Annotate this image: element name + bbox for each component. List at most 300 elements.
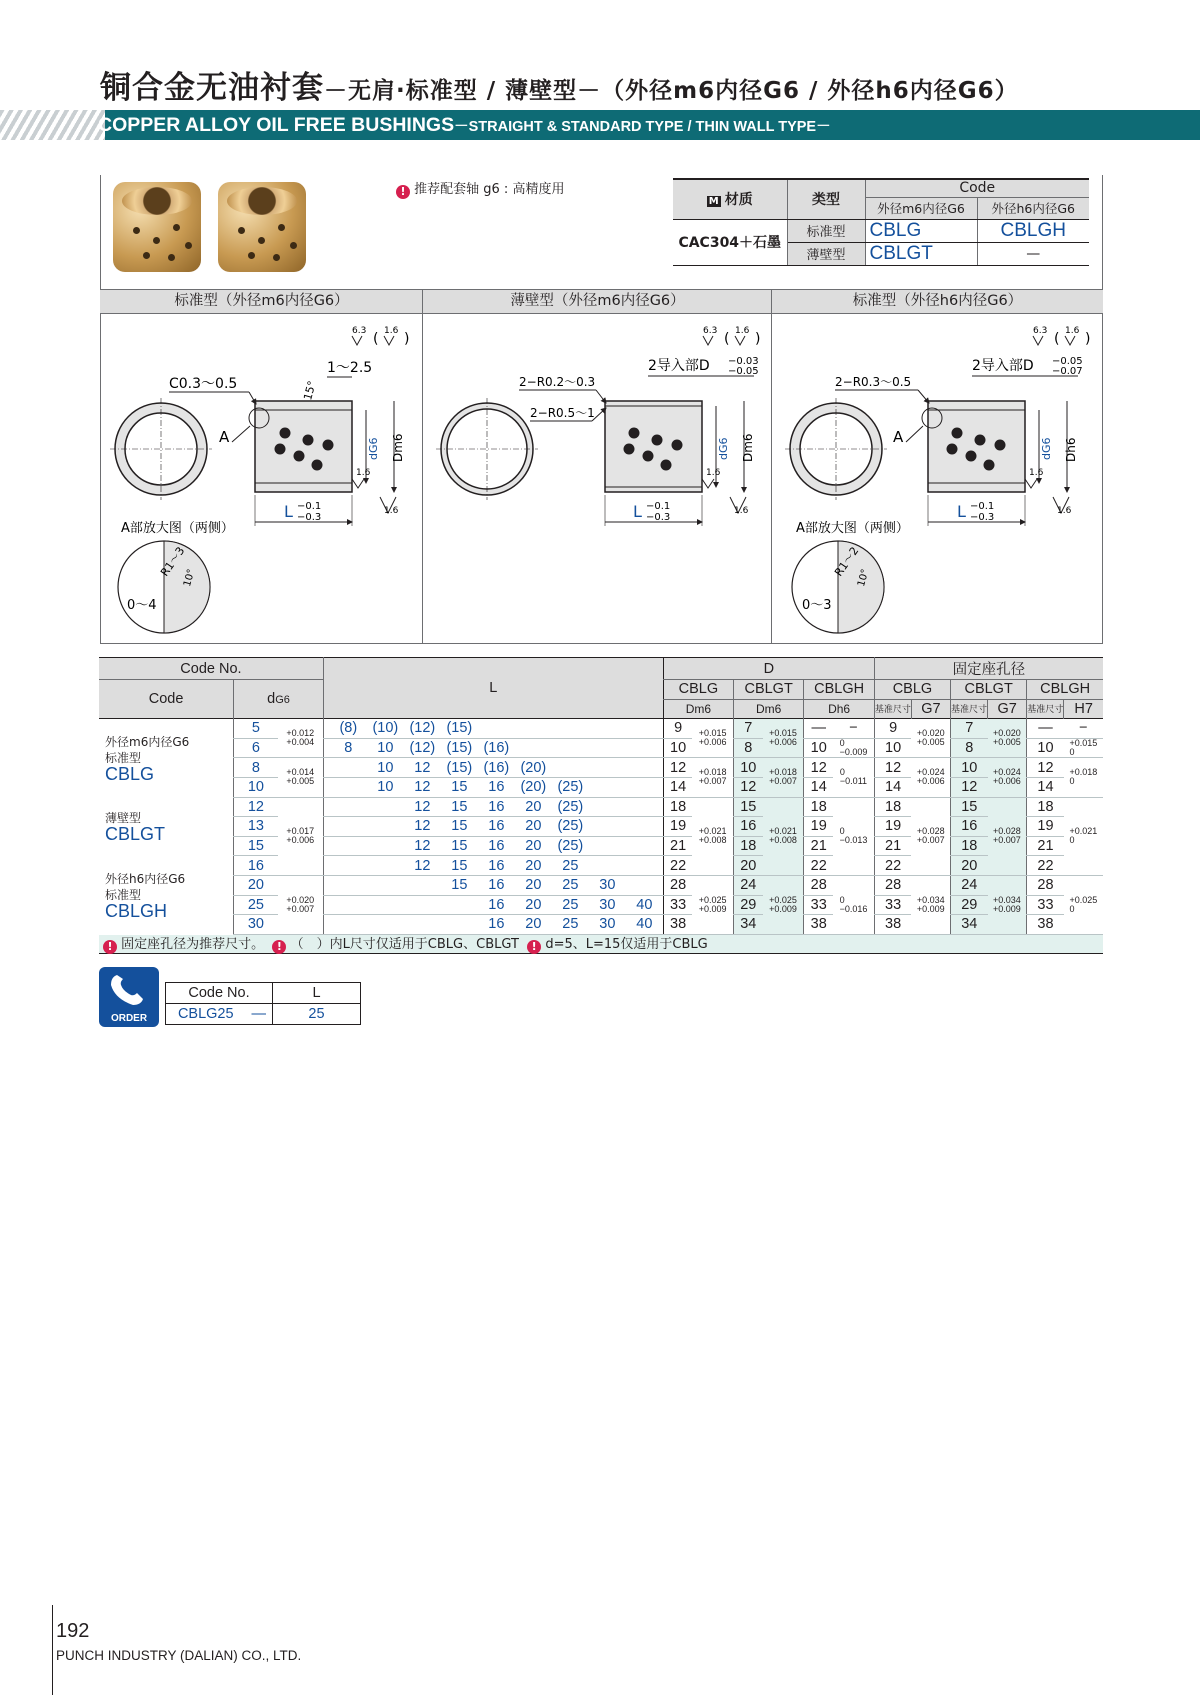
tolerance: 0 −0.016 (839, 894, 868, 914)
H1-value: 21 (874, 836, 911, 856)
chamfer1-label: 2−R0.2～0.3 (519, 375, 596, 389)
L-value: 25 (562, 877, 579, 894)
table-row (99, 895, 1103, 915)
D2-value: 12 (733, 777, 762, 797)
D1-value: 10 (663, 738, 692, 758)
groove-label: 1～2.5 (327, 360, 373, 376)
L-value: (8) (339, 720, 358, 737)
D1-value: 38 (663, 915, 692, 935)
tolerance: +0.018 0 (1069, 767, 1098, 787)
tolerance: +0.012 +0.004 (286, 728, 315, 748)
material-table: M 材质 类型 Code 外径m6内径G6 外径h6内径G6 CAC304＋石墨 标准型 CBLG CBLGH 薄壁型 CBLGT — (673, 178, 1089, 266)
type-header: 类型 (787, 179, 865, 219)
header-code: Code (148, 691, 184, 708)
L-value: 15 (451, 779, 468, 796)
L-value: (12) (409, 720, 436, 737)
H3-value: 22 (1027, 856, 1064, 876)
D3-value: 14 (804, 777, 833, 797)
L-value: 12 (414, 798, 431, 815)
group-label: 薄壁型 CBLGT (105, 811, 166, 845)
tolerance: +0.025 +0.009 (769, 894, 797, 914)
header-h-cblg: CBLG (874, 680, 950, 700)
H1-value: 12 (874, 758, 911, 778)
drawing-area (0, 0, 1200, 650)
col-m6-header: 外径m6内径G6 (865, 197, 977, 219)
warning-icon: ! (396, 185, 410, 199)
D1-value: 19 (663, 817, 692, 837)
group-label: 外径h6内径G6 标准型 CBLGH (105, 872, 186, 922)
table-row (99, 777, 1103, 797)
header-base: 基准尺寸 (1027, 699, 1064, 719)
company-name: PUNCH INDUSTRY (DALIAN) CO., LTD. (56, 1648, 302, 1663)
table-row (99, 797, 1103, 817)
L-value: (12) (409, 740, 436, 757)
tolerance: +0.024 +0.006 (916, 767, 945, 787)
H2-value: 18 (951, 836, 988, 856)
D1-value: 14 (663, 777, 692, 797)
panel-3-drawing (785, 326, 1090, 633)
L-value: 12 (414, 838, 431, 855)
svg-text:2导入部D: 2导入部D (972, 358, 1034, 374)
L-value: 16 (488, 779, 505, 796)
table-row (99, 836, 1103, 856)
H2-value: 34 (951, 915, 988, 935)
L-value: 16 (488, 838, 505, 855)
D1-value: 33 (663, 895, 692, 915)
d-value: 13 (234, 817, 278, 837)
code-cblgt: CBLGT (865, 242, 977, 265)
d-value: 12 (234, 797, 278, 817)
tolerance: +0.034 +0.009 (993, 894, 1021, 914)
order-L: 25 (273, 1004, 361, 1025)
col-h6-header: 外径h6内径G6 (977, 197, 1089, 219)
recommend-note: ! 推荐配套轴 g6 : 高精度用 (396, 178, 564, 199)
H3-value: 12 (1027, 758, 1064, 778)
svg-text:−0.3: −0.3 (970, 512, 995, 523)
d-label: dG6 (367, 437, 380, 460)
header-D: D (663, 658, 874, 680)
L-value: 16 (488, 818, 505, 835)
header-d-cblgh: CBLGH (804, 680, 875, 700)
header-dm6: Dm6 (733, 699, 803, 719)
L-value: 30 (599, 877, 616, 894)
H3-value: 19 (1027, 817, 1064, 837)
svg-text:L: L (633, 502, 642, 521)
spec-table (99, 657, 1103, 935)
L-value: 25 (562, 857, 579, 874)
D3-value: 18 (804, 797, 833, 817)
svg-text:−0.07: −0.07 (1052, 366, 1083, 377)
dash: − (833, 719, 874, 739)
D3-value: 12 (804, 758, 833, 778)
svg-text:1.6: 1.6 (1065, 326, 1080, 336)
L-value: 10 (377, 779, 394, 796)
L-value: 40 (636, 916, 653, 933)
material-value: CAC304＋石墨 (673, 219, 787, 265)
L-value: 16 (488, 857, 505, 874)
header-h-cblgt: CBLGT (951, 680, 1027, 700)
svg-text:10°: 10° (856, 567, 872, 588)
svg-text:A: A (893, 428, 904, 446)
warning-icon: ! (527, 940, 541, 954)
svg-text:): ) (755, 331, 761, 347)
D1-value: 9 (663, 719, 692, 739)
radius-label: R1～3 (158, 544, 188, 579)
D2-value: 7 (733, 719, 762, 739)
svg-text:−0.1: −0.1 (646, 501, 671, 512)
D1-value: 22 (663, 856, 692, 876)
H1-value: 18 (874, 797, 911, 817)
tolerance: +0.015 0 (1069, 738, 1098, 758)
H1-value: 19 (874, 817, 911, 837)
L-value: 30 (599, 896, 616, 913)
L-value: 20 (525, 896, 542, 913)
angle-label: 15° (301, 379, 319, 402)
D3-value: 19 (804, 817, 833, 837)
svg-text:(: ( (1054, 331, 1060, 347)
tolerance: +0.025 +0.009 (698, 894, 727, 914)
tolerance: +0.020 +0.007 (286, 894, 315, 914)
D3-value: 38 (804, 915, 833, 935)
tolerance: +0.014 +0.005 (286, 767, 315, 787)
L-values (323, 895, 663, 915)
table-row (99, 875, 1103, 895)
H2-value: 16 (951, 817, 988, 837)
D3-value: 21 (804, 836, 833, 856)
svg-text:L: L (957, 502, 966, 521)
D2-value: 24 (733, 875, 762, 895)
tolerance: +0.018 +0.007 (698, 767, 727, 787)
svg-text:−0.1: −0.1 (297, 501, 322, 512)
L-value: 15 (451, 857, 468, 874)
tolerance: 0 −0.013 (839, 826, 868, 846)
L-value: (16) (483, 759, 510, 776)
L-value: (10) (372, 720, 399, 737)
svg-text:L: L (284, 502, 293, 521)
english-subtitle: －STRAIGHT & STANDARD TYPE / THIN WALL TYPE－ (454, 119, 831, 135)
warning-icon: ! (103, 940, 117, 954)
H1-value: 14 (874, 777, 911, 797)
header-L: L (323, 658, 663, 719)
H2-value: 10 (951, 758, 988, 778)
D2-value: 18 (733, 836, 762, 856)
svg-text:−0.03: −0.03 (728, 356, 759, 367)
L-values (323, 758, 663, 778)
phone-icon (99, 967, 159, 1011)
H1-value: 38 (874, 915, 911, 935)
L-value: 40 (636, 896, 653, 913)
D3-value: 33 (804, 895, 833, 915)
H3-value: 21 (1027, 836, 1064, 856)
L-values (323, 797, 663, 817)
L-values (323, 738, 663, 758)
d-value: 20 (234, 875, 278, 895)
panel-1-drawing (110, 326, 409, 633)
L-value: (20) (520, 759, 547, 776)
L-value: 10 (377, 740, 394, 757)
d-value: 30 (234, 915, 278, 935)
D2-value: 20 (733, 856, 762, 876)
svg-text:(: ( (724, 331, 730, 347)
tolerance: 0 −0.009 (839, 738, 868, 758)
dash: − (1064, 719, 1103, 739)
roughness-sub: 1.6 (384, 326, 399, 336)
tolerance: +0.015 +0.006 (698, 728, 727, 748)
d-value: 8 (234, 758, 278, 778)
svg-text:): ) (1085, 331, 1091, 347)
D1-value: 28 (663, 875, 692, 895)
lead-label: 2导入部D (648, 358, 710, 374)
H2-value: 20 (951, 856, 988, 876)
L-values (323, 719, 663, 739)
L-value: 16 (488, 798, 505, 815)
order-code-header: Code No. (166, 983, 273, 1004)
svg-text:−0.3: −0.3 (297, 512, 322, 523)
L-values (323, 836, 663, 856)
table-row (99, 719, 1103, 739)
tolerance: +0.020 +0.005 (993, 728, 1021, 748)
L-values (323, 817, 663, 837)
svg-text:0～3: 0～3 (802, 598, 832, 613)
svg-text:2−R0.3～0.5: 2−R0.3～0.5 (835, 375, 912, 389)
detail-a-label: A (219, 428, 230, 446)
header-base: 基准尺寸 (951, 699, 988, 719)
tolerance: +0.025 0 (1069, 894, 1098, 914)
L-value: 20 (525, 818, 542, 835)
tolerance: +0.018 +0.007 (769, 767, 797, 787)
page-number: 192 (56, 1620, 90, 1642)
svg-text:−0.05: −0.05 (728, 366, 759, 377)
H3-value: 10 (1027, 738, 1064, 758)
L-value: 12 (414, 857, 431, 874)
d-value: 6 (234, 738, 278, 758)
d-value: 10 (234, 777, 278, 797)
header-hole: 固定座孔径 (874, 658, 1103, 680)
chamfer-label: C0.3～0.5 (169, 376, 238, 392)
H1-value: 10 (874, 738, 911, 758)
svg-text:1.6: 1.6 (706, 468, 721, 478)
H1-value: 22 (874, 856, 911, 876)
svg-text:Dh6: Dh6 (1064, 437, 1078, 462)
L-value: 16 (488, 877, 505, 894)
L-value: 20 (525, 798, 542, 815)
L-value: 20 (525, 857, 542, 874)
tolerance: +0.028 +0.007 (916, 826, 945, 846)
header-g7: G7 (988, 699, 1027, 719)
H1-value: 33 (874, 895, 911, 915)
d-value: 16 (234, 856, 278, 876)
D1-value: 18 (663, 797, 692, 817)
d-value: 25 (234, 895, 278, 915)
svg-text:6.3: 6.3 (1033, 326, 1048, 336)
type-standard: 标准型 (787, 219, 865, 242)
tolerance: +0.028 +0.007 (993, 826, 1021, 846)
order-L-header: L (273, 983, 361, 1004)
L-value: 12 (414, 818, 431, 835)
H3-value: 14 (1027, 777, 1064, 797)
roughness-main: 6.3 (352, 326, 367, 336)
svg-text:dG6: dG6 (717, 437, 730, 460)
diagram-title-3: 标准型（外径h6内径G6） (772, 289, 1103, 314)
L-value: 16 (488, 896, 505, 913)
svg-text:−0.1: −0.1 (970, 501, 995, 512)
page-title: 铜合金无油衬套－无肩·标准型 / 薄壁型－（外径m6内径G6 / 外径h6内径G6） (100, 70, 1019, 106)
L-value: 8 (344, 740, 353, 757)
header-base: 基准尺寸 (874, 699, 911, 719)
L-value: (16) (483, 740, 510, 757)
tolerance: +0.021 +0.008 (698, 826, 727, 846)
panel-2-drawing (436, 326, 760, 526)
tolerance: +0.017 +0.006 (286, 826, 315, 846)
H2-value: 8 (951, 738, 988, 758)
table-row (99, 738, 1103, 758)
tolerance: +0.034 +0.009 (916, 894, 945, 914)
tolerance: +0.024 +0.006 (993, 767, 1021, 787)
svg-text:R1～2: R1～2 (832, 544, 862, 579)
d-value: 15 (234, 836, 278, 856)
H3-value: 38 (1027, 915, 1064, 935)
svg-text:1.6: 1.6 (1057, 506, 1072, 516)
group-label: 外径m6内径G6 标准型 CBLG (105, 735, 190, 785)
L-value: (25) (557, 779, 584, 796)
svg-text:1.6: 1.6 (356, 468, 371, 478)
svg-text:1.6: 1.6 (735, 326, 750, 336)
svg-text:6.3: 6.3 (703, 326, 718, 336)
L-value: 20 (525, 916, 542, 933)
type-thin: 薄壁型 (787, 242, 865, 265)
svg-text:1.6: 1.6 (384, 506, 399, 516)
L-value: 30 (599, 916, 616, 933)
H3-value: 18 (1027, 797, 1064, 817)
L-value: 25 (562, 916, 579, 933)
L-value: 25 (562, 896, 579, 913)
tolerance: +0.020 +0.005 (916, 728, 945, 748)
header-g7: G7 (911, 699, 950, 719)
table-notes: ! 固定座孔径为推荐尺寸。 ! （ ）内L尺寸仅适用于CBLG、CBLGT ! d=5、L=15仅适用于CBLG (99, 935, 1103, 954)
gap-label: 0～4 (127, 598, 157, 613)
H2-value: 29 (951, 895, 988, 915)
D2-value: 8 (733, 738, 762, 758)
header-dh6: Dh6 (804, 699, 875, 719)
L-value: 20 (525, 838, 542, 855)
D-label: Dm6 (391, 433, 405, 462)
table-row (99, 915, 1103, 935)
page-subtitle: －无肩·标准型 / 薄壁型－（外径m6内径G6 / 外径h6内径G6） (324, 78, 1019, 104)
header-dm6: Dm6 (663, 699, 733, 719)
L-value: 12 (414, 759, 431, 776)
L-value: 12 (414, 779, 431, 796)
tolerance: +0.021 +0.008 (769, 826, 797, 846)
H2-value: 15 (951, 797, 988, 817)
L-value: (25) (557, 838, 584, 855)
d-value: 5 (234, 719, 278, 739)
diagram-title-2: 薄壁型（外径m6内径G6） (423, 289, 772, 314)
svg-text:−0.3: −0.3 (646, 512, 671, 523)
svg-text:−0.05: −0.05 (1052, 356, 1083, 367)
code-header: Code (865, 179, 1089, 197)
L-value: 15 (451, 877, 468, 894)
D3-value: 28 (804, 875, 833, 895)
warning-icon: ! (272, 940, 286, 954)
L-value: (25) (557, 798, 584, 815)
svg-text:1.6: 1.6 (1029, 468, 1044, 478)
table-row (99, 758, 1103, 778)
H1-value: 9 (874, 719, 911, 739)
L-value: (20) (520, 779, 547, 796)
tolerance: +0.015 +0.006 (769, 728, 797, 748)
L-value: 10 (377, 759, 394, 776)
L-value: 16 (488, 916, 505, 933)
code-cblgh: CBLGH (977, 219, 1089, 242)
code-cblg: CBLG (865, 219, 977, 242)
D2-value: 10 (733, 758, 762, 778)
L-value: (15) (446, 740, 473, 757)
D1-value: 12 (663, 758, 692, 778)
material-icon: M (708, 196, 719, 208)
diagram-title-1: 标准型（外径m6内径G6） (100, 289, 423, 314)
order-dash: — (246, 1004, 273, 1025)
L-values (323, 856, 663, 876)
svg-text:A部放大图（两侧）: A部放大图（两侧） (796, 521, 909, 536)
D2-value: 29 (733, 895, 762, 915)
L-value: (15) (446, 759, 473, 776)
footer-rule (52, 1605, 53, 1695)
english-title: COPPER ALLOY OIL FREE BUSHINGS－STRAIGHT & STANDARD TYPE / THIN WALL TYPE－ (98, 114, 831, 136)
detail-a-title: A部放大图（两侧） (121, 521, 234, 536)
order-badge (99, 967, 159, 1027)
L-value: 15 (451, 838, 468, 855)
header-d-cblgt: CBLGT (733, 680, 803, 700)
L-value: 15 (451, 818, 468, 835)
table-row (99, 856, 1103, 876)
svg-text:1.6: 1.6 (734, 506, 749, 516)
H3-value: 28 (1027, 875, 1064, 895)
svg-text:): ) (404, 331, 410, 347)
D1-value: 21 (663, 836, 692, 856)
chamfer2-label: 2−R0.5～1 (530, 406, 595, 420)
H2-value: 12 (951, 777, 988, 797)
table-row (99, 817, 1103, 837)
L-values (323, 915, 663, 935)
header-code-no: Code No. (99, 658, 323, 680)
H3-value: — (1027, 719, 1064, 739)
spec-table-body (99, 719, 1103, 935)
D2-value: 34 (733, 915, 762, 935)
H3-value: 33 (1027, 895, 1064, 915)
L-value: 20 (525, 877, 542, 894)
order-code: CBLG25 (166, 1004, 246, 1025)
header-d: dG6 (234, 680, 324, 719)
tolerance: 0 −0.011 (839, 767, 868, 787)
L-value: (25) (557, 818, 584, 835)
L-values (323, 875, 663, 895)
L-values (323, 777, 663, 797)
svg-text:dG6: dG6 (1040, 437, 1053, 460)
tolerance: +0.021 0 (1069, 826, 1098, 846)
D3-value: 10 (804, 738, 833, 758)
order-example (165, 982, 361, 1025)
header-d-cblg: CBLG (663, 680, 733, 700)
D3-value: 22 (804, 856, 833, 876)
L-value: (15) (446, 720, 473, 737)
header-h7: H7 (1064, 699, 1103, 719)
svg-text:10°: 10° (182, 567, 198, 588)
H1-value: 28 (874, 875, 911, 895)
D3-value: — (804, 719, 833, 739)
svg-text:Dm6: Dm6 (741, 433, 755, 462)
L-value: 15 (451, 798, 468, 815)
code-dash: — (977, 242, 1089, 265)
